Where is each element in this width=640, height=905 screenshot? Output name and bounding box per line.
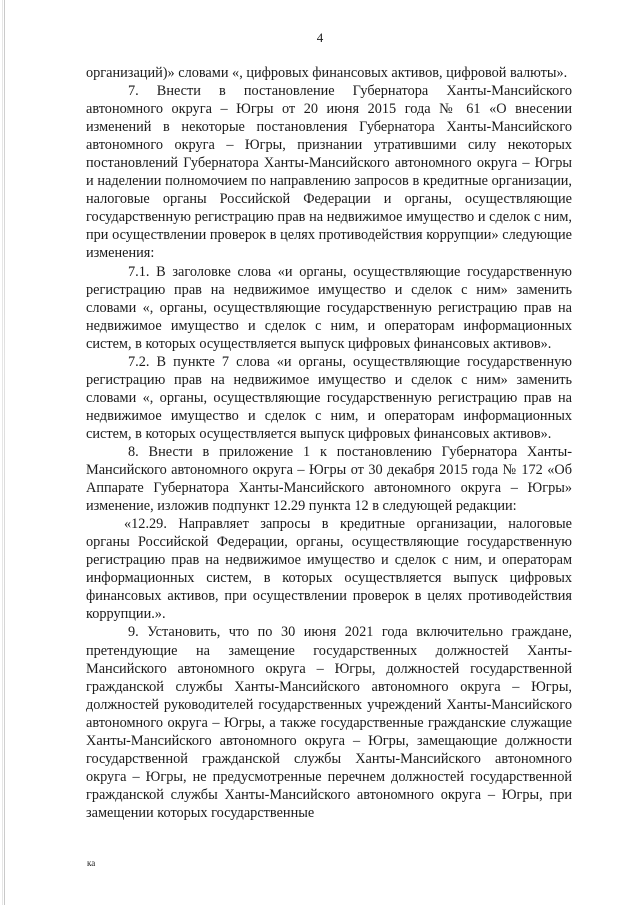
paragraph-item-8: 8. Внести в приложение 1 к постановлению Губернатора Ханты-Мансийского автономного округа – Югры от 30 декабря 2015 года № 172 «Об Аппарате Губернатора Ханты-Мансийского автономного округа – Югры» изменение, изложив подпункт 12.29 пункта 12 в следующей редакции:	[86, 443, 572, 515]
document-body	[86, 64, 572, 822]
footer-code: ка	[87, 858, 96, 868]
paragraph-item-7-1: 7.1. В заголовке слова «и органы, осуществляющие государственную регистрацию прав на недвижимое имущество и сделок с ним» заменить словами «, органы, осуществляющие государственную регистрацию прав на недвижимое имущество и сделок с ним, и операторам информационных систем, в которых осуществляется выпуск цифровых финансовых активов».	[86, 263, 572, 352]
paragraph-item-7: 7. Внести в постановление Губернатора Ханты-Мансийского автономного округа – Югры от 20 июня 2015 года № 61 «О внесении изменений в некоторые постановления Губернатора Ханты-Мансийского автономного округа – Югры, признании утратившими силу некоторых постановлений Губернатора Ханты-Мансийского автономного округа – Югры и наделении полномочием по направлению запросов в кредитные организации, налоговые органы Российской Федерации и органы, осуществляющие государственную регистрацию прав на недвижимое имущество и сделок с ним, при осуществлении проверок в целях противодействия коррупции» следующие изменения:	[86, 83, 572, 262]
paragraph-item-7-2: 7.2. В пункте 7 слова «и органы, осуществляющие государственную регистрацию прав на недвижимое имущество и сделок с ним» заменить словами «, органы, осуществляющие государственную регистрацию прав на недвижимое имущество и сделок с ним, и операторам информационных систем, в которых осуществляется выпуск цифровых финансовых активов».	[86, 353, 572, 442]
paragraph-item-9: 9. Установить, что по 30 июня 2021 года включительно граждане, претендующие на замещение государственных должностей Ханты-Мансийского автономного округа – Югры, должностей государственной гражданской службы Ханты-Мансийского автономного округа – Югры, должностей руководителей государственных учреждений Ханты-Мансийского автономного округа – Югры, а также государственные гражданские служащие Ханты-Мансийского автономного округа – Югры, замещающие должности государственной гражданской службы Ханты-Мансийского автономного округа – Югры, не предусмотренные перечнем должностей государственной гражданской службы Ханты-Мансийского автономного округа – Югры, при замещении которых государственные	[86, 624, 572, 821]
scan-edge-shadow	[2, 0, 3, 905]
paragraph-quote-12-29: «12.29. Направляет запросы в кредитные организации, налоговые органы Российской Федерации, органы, осуществляющие государственную регистрацию прав на недвижимое имущество и сделок с ним, и операторам информационных систем, в которых осуществляется выпуск цифровых финансовых активов, при осуществлении проверок в целях противодействия коррупции.».	[86, 516, 572, 623]
page-number: 4	[316, 30, 324, 45]
paragraph-continuation: организаций)» словами «, цифровых финансовых активов, цифровой валюты».	[86, 65, 568, 81]
scan-edge	[4, 0, 5, 905]
